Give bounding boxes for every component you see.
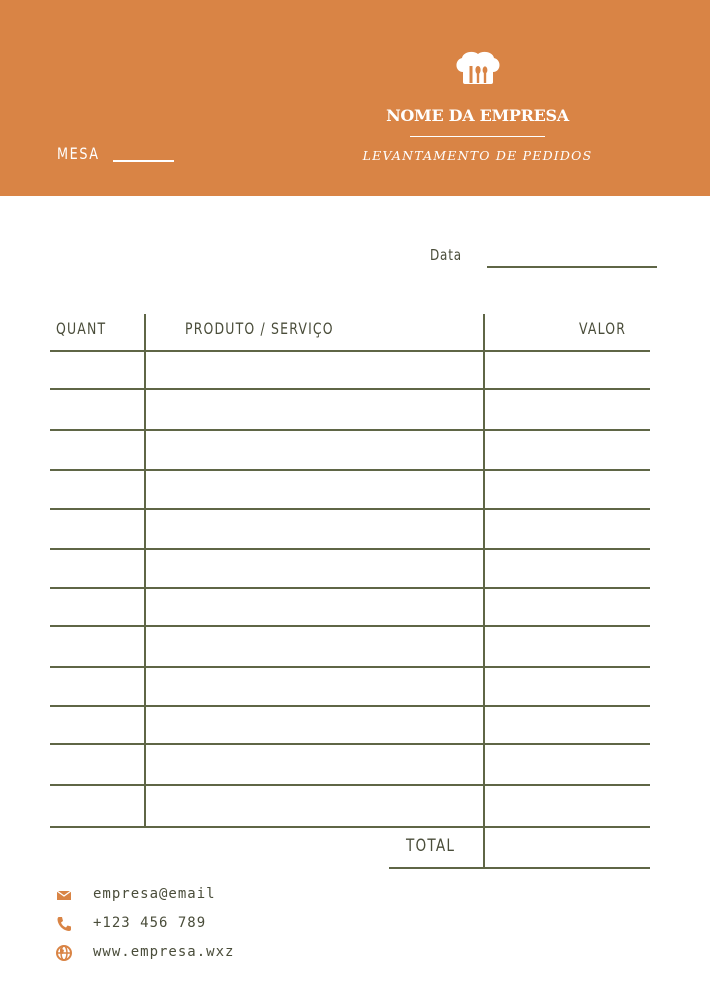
table-row-line bbox=[50, 625, 650, 627]
table-row-line bbox=[50, 429, 650, 431]
total-underline bbox=[389, 867, 650, 869]
header-banner bbox=[0, 0, 710, 196]
table-row-line bbox=[50, 548, 650, 550]
phone-text: +123 456 789 bbox=[93, 915, 207, 931]
total-value-field[interactable] bbox=[485, 828, 650, 867]
phone-icon bbox=[55, 915, 73, 933]
email-text: empresa@email bbox=[93, 886, 216, 902]
table-row-line bbox=[50, 784, 650, 786]
globe-icon bbox=[55, 944, 73, 962]
table-row-line bbox=[50, 388, 650, 390]
chef-hat-icon bbox=[453, 50, 503, 88]
table-row-line bbox=[50, 705, 650, 707]
website-text: www.empresa.wxz bbox=[93, 944, 235, 960]
table-row-line bbox=[50, 587, 650, 589]
total-label: TOTAL bbox=[406, 836, 456, 856]
table-row-line bbox=[50, 743, 650, 745]
envelope-icon bbox=[55, 886, 73, 904]
title-divider bbox=[410, 136, 545, 137]
table-number-label: MESA bbox=[57, 144, 100, 163]
column-header-quantity: QUANT bbox=[56, 319, 107, 338]
column-header-product: PRODUTO / SERVIÇO bbox=[185, 319, 334, 338]
column-header-value: VALOR bbox=[579, 319, 627, 338]
table-row-line bbox=[50, 469, 650, 471]
column-divider-quantity bbox=[144, 314, 146, 826]
table-row-line bbox=[50, 666, 650, 668]
date-field[interactable] bbox=[487, 266, 657, 268]
date-label: Data bbox=[430, 246, 462, 264]
table-row-line bbox=[50, 350, 650, 352]
table-row-line bbox=[50, 508, 650, 510]
form-subtitle: LEVANTAMENTO DE PEDIDOS bbox=[362, 148, 593, 163]
company-name: NOME DA EMPRESA bbox=[386, 106, 569, 125]
table-number-field[interactable] bbox=[113, 160, 174, 162]
